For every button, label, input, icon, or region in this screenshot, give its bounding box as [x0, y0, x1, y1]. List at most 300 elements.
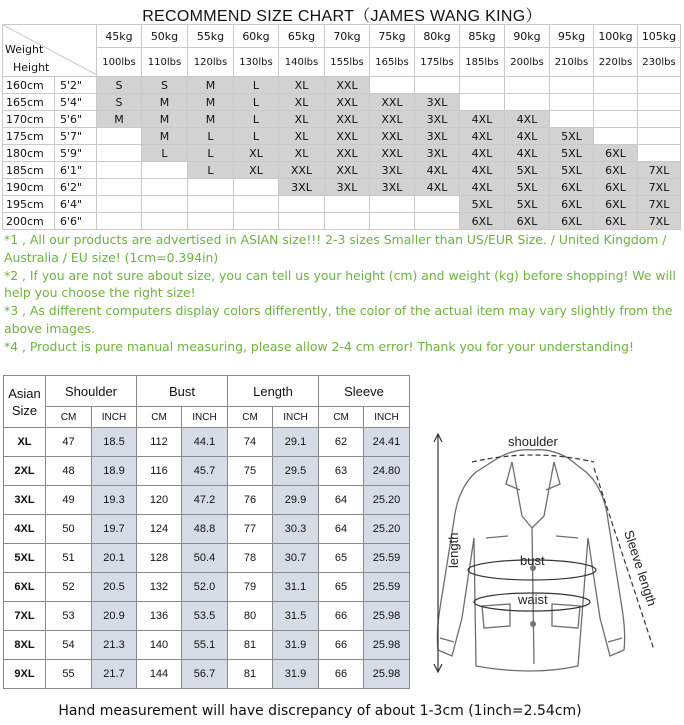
- note-2: *2 , If you are not sure about size, you can tell us your height (cm) and weight (kg) before shopping! We will help you choose the right size!: [4, 267, 676, 301]
- weight-lbs-header: 230lbs: [638, 48, 681, 77]
- inch-value-cell: 52.0: [182, 573, 228, 602]
- size-cell: XL: [279, 77, 325, 94]
- size-cell: [142, 179, 188, 196]
- inch-value-cell: 47.2: [182, 486, 228, 515]
- inch-value-cell: 53.5: [182, 602, 228, 631]
- recommend-size-table: [2, 24, 681, 230]
- size-cell: M: [142, 94, 188, 111]
- length-label: length: [446, 532, 461, 568]
- inch-value-cell: 29.9: [273, 486, 319, 515]
- cm-value-cell: 124: [137, 515, 182, 544]
- height-ft-cell: 5'7": [55, 128, 97, 145]
- inch-value-cell: 29.1: [273, 428, 319, 457]
- height-ft-cell: 6'2": [55, 179, 97, 196]
- size-cell: 7XL: [638, 162, 681, 179]
- size-cell: [638, 94, 681, 111]
- size-cell: 3XL: [370, 179, 415, 196]
- inch-value-cell: 18.9: [92, 457, 137, 486]
- inch-header: INCH: [364, 407, 410, 428]
- cm-header: CM: [228, 407, 273, 428]
- table-row: [4, 486, 410, 515]
- size-name-cell: 3XL: [4, 486, 46, 515]
- inch-value-cell: 20.9: [92, 602, 137, 631]
- measurement-group-header: Length: [228, 376, 319, 407]
- cm-value-cell: 65: [319, 544, 364, 573]
- size-cell: XXL: [325, 162, 370, 179]
- size-cell: 4XL: [460, 179, 505, 196]
- inch-value-cell: 21.3: [92, 631, 137, 660]
- size-cell: XXL: [325, 111, 370, 128]
- size-cell: 5XL: [550, 128, 594, 145]
- cm-value-cell: 132: [137, 573, 182, 602]
- size-cell: 3XL: [279, 179, 325, 196]
- size-cell: XXL: [325, 77, 370, 94]
- size-cell: [188, 179, 234, 196]
- size-cell: 5XL: [550, 145, 594, 162]
- height-cm-cell: 200cm: [3, 213, 55, 230]
- height-ft-cell: 5'4": [55, 94, 97, 111]
- cm-value-cell: 75: [228, 457, 273, 486]
- inch-value-cell: 31.9: [273, 660, 319, 689]
- size-cell: 4XL: [505, 111, 550, 128]
- collar-outline: [498, 450, 568, 458]
- inch-value-cell: 25.98: [364, 660, 410, 689]
- table-row: [3, 213, 681, 230]
- size-cell: [97, 196, 142, 213]
- size-cell: [460, 94, 505, 111]
- weight-lbs-row: [3, 48, 681, 77]
- note-3: *3 , As different computers display colors differently, the color of the actual item may vary slightly from the above images.: [4, 303, 673, 336]
- footer-note: Hand measurement will have discrepancy of about 1-3cm (1inch=2.54cm): [58, 703, 582, 719]
- weight-lbs-header: 120lbs: [188, 48, 234, 77]
- size-cell: 7XL: [638, 179, 681, 196]
- weight-kg-header: 75kg: [370, 25, 415, 48]
- size-cell: [142, 213, 188, 230]
- cm-value-cell: 63: [319, 457, 364, 486]
- size-name-cell: 7XL: [4, 602, 46, 631]
- size-cell: XL: [279, 111, 325, 128]
- height-cm-cell: 185cm: [3, 162, 55, 179]
- size-cell: L: [188, 128, 234, 145]
- size-cell: [460, 77, 505, 94]
- size-cell: 6XL: [460, 213, 505, 230]
- inch-value-cell: 31.9: [273, 631, 319, 660]
- height-cm-cell: 160cm: [3, 77, 55, 94]
- size-cell: M: [188, 77, 234, 94]
- size-cell: M: [142, 111, 188, 128]
- cm-value-cell: 52: [46, 573, 92, 602]
- cm-value-cell: 64: [319, 515, 364, 544]
- weight-lbs-header: 165lbs: [370, 48, 415, 77]
- size-cell: [279, 213, 325, 230]
- height-cm-cell: 170cm: [3, 111, 55, 128]
- size-cell: M: [142, 128, 188, 145]
- sleeve-label: Sleeve length: [621, 528, 660, 608]
- inch-value-cell: 45.7: [182, 457, 228, 486]
- weight-lbs-header: 200lbs: [505, 48, 550, 77]
- size-cell: 7XL: [638, 213, 681, 230]
- table-row: [4, 660, 410, 689]
- size-cell: 5XL: [505, 162, 550, 179]
- cm-value-cell: 77: [228, 515, 273, 544]
- size-cell: XXL: [325, 145, 370, 162]
- cm-value-cell: 53: [46, 602, 92, 631]
- waist-label: waist: [518, 592, 548, 607]
- size-cell: [594, 77, 638, 94]
- inch-value-cell: 31.5: [273, 602, 319, 631]
- inch-value-cell: 20.5: [92, 573, 137, 602]
- size-cell: [370, 77, 415, 94]
- size-cell: [234, 196, 279, 213]
- cm-header: CM: [46, 407, 92, 428]
- weight-kg-header: 80kg: [415, 25, 460, 48]
- inch-header: INCH: [92, 407, 137, 428]
- height-ft-cell: 5'9": [55, 145, 97, 162]
- weight-kg-header: 85kg: [460, 25, 505, 48]
- cm-value-cell: 64: [319, 486, 364, 515]
- cm-value-cell: 81: [228, 631, 273, 660]
- size-cell: [505, 77, 550, 94]
- bust-label: bust: [520, 553, 545, 568]
- cm-value-cell: 54: [46, 631, 92, 660]
- size-cell: M: [188, 94, 234, 111]
- size-cell: 6XL: [594, 145, 638, 162]
- weight-kg-header: 105kg: [638, 25, 681, 48]
- size-cell: S: [142, 77, 188, 94]
- size-cell: 6XL: [550, 179, 594, 196]
- size-cell: XXL: [325, 94, 370, 111]
- size-cell: 6XL: [594, 162, 638, 179]
- cm-value-cell: 65: [319, 573, 364, 602]
- inch-value-cell: 55.1: [182, 631, 228, 660]
- height-ft-cell: 5'6": [55, 111, 97, 128]
- size-cell: XXL: [370, 145, 415, 162]
- size-cell: 3XL: [370, 162, 415, 179]
- inch-header: INCH: [182, 407, 228, 428]
- size-cell: 4XL: [460, 162, 505, 179]
- size-cell: [97, 145, 142, 162]
- size-cell: [97, 179, 142, 196]
- cm-value-cell: 144: [137, 660, 182, 689]
- size-cell: [142, 162, 188, 179]
- inch-value-cell: 56.7: [182, 660, 228, 689]
- table-row: [4, 515, 410, 544]
- size-cell: [638, 145, 681, 162]
- size-cell: L: [234, 94, 279, 111]
- size-cell: 4XL: [505, 145, 550, 162]
- size-cell: XXL: [325, 128, 370, 145]
- cm-value-cell: 120: [137, 486, 182, 515]
- size-cell: L: [234, 77, 279, 94]
- weight-label: Weight: [5, 43, 44, 56]
- weight-lbs-header: 110lbs: [142, 48, 188, 77]
- size-cell: L: [234, 111, 279, 128]
- size-cell: [550, 94, 594, 111]
- size-cell: [594, 94, 638, 111]
- cm-value-cell: 66: [319, 631, 364, 660]
- cm-value-cell: 78: [228, 544, 273, 573]
- inch-value-cell: 30.3: [273, 515, 319, 544]
- table-row: [3, 145, 681, 162]
- inch-header: INCH: [273, 407, 319, 428]
- inch-value-cell: 48.8: [182, 515, 228, 544]
- weight-kg-header: 100kg: [594, 25, 638, 48]
- cm-value-cell: 128: [137, 544, 182, 573]
- size-cell: 6XL: [550, 213, 594, 230]
- size-cell: XXL: [370, 111, 415, 128]
- size-cell: [279, 196, 325, 213]
- size-cell: M: [188, 111, 234, 128]
- cm-value-cell: 49: [46, 486, 92, 515]
- size-name-cell: 6XL: [4, 573, 46, 602]
- weight-kg-header: 65kg: [279, 25, 325, 48]
- inch-value-cell: 30.7: [273, 544, 319, 573]
- size-cell: [505, 94, 550, 111]
- height-ft-cell: 6'6": [55, 213, 97, 230]
- inch-value-cell: 24.41: [364, 428, 410, 457]
- size-cell: XXL: [370, 128, 415, 145]
- cm-value-cell: 116: [137, 457, 182, 486]
- size-name-cell: 8XL: [4, 631, 46, 660]
- weight-lbs-header: 140lbs: [279, 48, 325, 77]
- size-cell: XXL: [279, 162, 325, 179]
- inch-value-cell: 18.5: [92, 428, 137, 457]
- cm-value-cell: 80: [228, 602, 273, 631]
- table-row: [3, 162, 681, 179]
- weight-lbs-header: 210lbs: [550, 48, 594, 77]
- inch-value-cell: 25.98: [364, 631, 410, 660]
- size-cell: XL: [279, 94, 325, 111]
- size-label: Size: [11, 402, 38, 418]
- note-1: *1 , All our products are advertised in ASIAN size!!! 2-3 sizes Smaller than US/EUR Size. / United Kingdom / Australia / EU size! (1cm=0.394in): [4, 232, 667, 265]
- size-cell: XL: [234, 162, 279, 179]
- size-cell: [97, 213, 142, 230]
- size-cell: 5XL: [505, 196, 550, 213]
- size-cell: XL: [279, 128, 325, 145]
- size-cell: [234, 213, 279, 230]
- size-cell: 4XL: [460, 128, 505, 145]
- size-cell: XL: [234, 145, 279, 162]
- inch-value-cell: 25.98: [364, 602, 410, 631]
- measurement-table: [3, 375, 410, 689]
- inch-value-cell: 50.4: [182, 544, 228, 573]
- weight-kg-header: 55kg: [188, 25, 234, 48]
- size-cell: 5XL: [505, 179, 550, 196]
- table-row: [4, 428, 410, 457]
- size-cell: 3XL: [415, 145, 460, 162]
- measurement-group-header: Bust: [137, 376, 228, 407]
- size-cell: 6XL: [505, 213, 550, 230]
- shoulder-label: shoulder: [508, 434, 558, 449]
- asian-label: Asian: [8, 385, 41, 401]
- shoulder-guide: [472, 455, 594, 462]
- size-name-cell: 5XL: [4, 544, 46, 573]
- size-cell: 4XL: [415, 179, 460, 196]
- table-row: [3, 77, 681, 94]
- height-cm-cell: 175cm: [3, 128, 55, 145]
- size-cell: [188, 196, 234, 213]
- size-name-cell: 2XL: [4, 457, 46, 486]
- size-cell: 6XL: [594, 213, 638, 230]
- table-row: [4, 602, 410, 631]
- inch-value-cell: 24.80: [364, 457, 410, 486]
- size-cell: [97, 162, 142, 179]
- inch-value-cell: 29.5: [273, 457, 319, 486]
- weight-lbs-header: 220lbs: [594, 48, 638, 77]
- size-cell: [325, 213, 370, 230]
- size-cell: S: [97, 94, 142, 111]
- size-cell: 7XL: [638, 196, 681, 213]
- cm-value-cell: 47: [46, 428, 92, 457]
- weight-lbs-header: 185lbs: [460, 48, 505, 77]
- size-cell: M: [97, 111, 142, 128]
- cm-header: CM: [137, 407, 182, 428]
- height-ft-cell: 6'1": [55, 162, 97, 179]
- size-cell: [325, 196, 370, 213]
- table-row: [3, 111, 681, 128]
- table-row: [4, 544, 410, 573]
- height-cm-cell: 180cm: [3, 145, 55, 162]
- size-cell: [415, 196, 460, 213]
- size-cell: L: [188, 145, 234, 162]
- inch-value-cell: 25.20: [364, 486, 410, 515]
- size-cell: [638, 111, 681, 128]
- weight-kg-header: 45kg: [97, 25, 142, 48]
- size-cell: L: [188, 162, 234, 179]
- size-cell: XXL: [370, 94, 415, 111]
- cm-value-cell: 50: [46, 515, 92, 544]
- size-cell: [188, 213, 234, 230]
- cm-value-cell: 140: [137, 631, 182, 660]
- note-4: *4 , Product is pure manual measuring, please allow 2-4 cm error! Thank you for your understanding!: [4, 338, 634, 354]
- measurement-group-header: Sleeve: [319, 376, 410, 407]
- size-cell: 6XL: [594, 179, 638, 196]
- height-cm-cell: 190cm: [3, 179, 55, 196]
- size-name-cell: 4XL: [4, 515, 46, 544]
- size-cell: 4XL: [415, 162, 460, 179]
- weight-lbs-header: 100lbs: [97, 48, 142, 77]
- table-row: [4, 631, 410, 660]
- table-row: [3, 94, 681, 111]
- asian-size-header: [4, 376, 46, 428]
- size-cell: [370, 196, 415, 213]
- weight-lbs-header: 130lbs: [234, 48, 279, 77]
- size-cell: 3XL: [415, 94, 460, 111]
- size-cell: 3XL: [415, 111, 460, 128]
- size-cell: [594, 128, 638, 145]
- inch-value-cell: 25.20: [364, 515, 410, 544]
- height-cm-cell: 195cm: [3, 196, 55, 213]
- size-cell: 3XL: [325, 179, 370, 196]
- inch-value-cell: 25.59: [364, 544, 410, 573]
- weight-kg-row: [3, 25, 681, 48]
- size-cell: [142, 196, 188, 213]
- inch-value-cell: 31.1: [273, 573, 319, 602]
- cm-value-cell: 48: [46, 457, 92, 486]
- measurement-group-header: Shoulder: [46, 376, 137, 407]
- cm-value-cell: 55: [46, 660, 92, 689]
- weight-kg-header: 60kg: [234, 25, 279, 48]
- size-cell: [97, 128, 142, 145]
- size-name-cell: 9XL: [4, 660, 46, 689]
- inch-value-cell: 21.7: [92, 660, 137, 689]
- size-cell: [415, 77, 460, 94]
- height-ft-cell: 6'4": [55, 196, 97, 213]
- cm-value-cell: 136: [137, 602, 182, 631]
- inch-value-cell: 19.3: [92, 486, 137, 515]
- size-cell: [638, 77, 681, 94]
- size-cell: 5XL: [550, 162, 594, 179]
- cm-value-cell: 81: [228, 660, 273, 689]
- unit-header-row: [4, 407, 410, 428]
- weight-kg-header: 50kg: [142, 25, 188, 48]
- inch-value-cell: 19.7: [92, 515, 137, 544]
- weight-lbs-header: 155lbs: [325, 48, 370, 77]
- size-cell: 4XL: [460, 145, 505, 162]
- jacket-diagram: [428, 428, 682, 680]
- notes: [4, 231, 682, 356]
- inch-value-cell: 20.1: [92, 544, 137, 573]
- size-cell: [638, 128, 681, 145]
- size-cell: [415, 213, 460, 230]
- size-cell: 6XL: [594, 196, 638, 213]
- measurement-header-row: [4, 376, 410, 407]
- cm-header: CM: [319, 407, 364, 428]
- cm-value-cell: 74: [228, 428, 273, 457]
- size-name-cell: XL: [4, 428, 46, 457]
- cm-value-cell: 79: [228, 573, 273, 602]
- cm-value-cell: 66: [319, 660, 364, 689]
- size-cell: [550, 77, 594, 94]
- height-ft-cell: 5'2": [55, 77, 97, 94]
- button-icon: [530, 621, 536, 627]
- size-cell: XL: [279, 145, 325, 162]
- chart-title: RECOMMEND SIZE CHART（JAMES WANG KING）: [142, 8, 542, 25]
- weight-kg-header: 90kg: [505, 25, 550, 48]
- size-cell: S: [97, 77, 142, 94]
- weight-kg-header: 95kg: [550, 25, 594, 48]
- table-corner: [3, 25, 97, 77]
- size-cell: 4XL: [460, 111, 505, 128]
- lapel-outline: [512, 462, 554, 528]
- size-cell: [234, 179, 279, 196]
- inch-value-cell: 44.1: [182, 428, 228, 457]
- height-label: Height: [13, 61, 50, 74]
- cm-value-cell: 76: [228, 486, 273, 515]
- cm-value-cell: 66: [319, 602, 364, 631]
- cm-value-cell: 112: [137, 428, 182, 457]
- size-cell: [594, 111, 638, 128]
- weight-kg-header: 70kg: [325, 25, 370, 48]
- size-cell: [550, 111, 594, 128]
- table-row: [4, 573, 410, 602]
- size-cell: L: [142, 145, 188, 162]
- size-cell: 5XL: [460, 196, 505, 213]
- table-row: [4, 457, 410, 486]
- table-row: [3, 179, 681, 196]
- cm-value-cell: 51: [46, 544, 92, 573]
- size-cell: 6XL: [550, 196, 594, 213]
- table-row: [3, 196, 681, 213]
- size-cell: L: [234, 128, 279, 145]
- weight-lbs-header: 175lbs: [415, 48, 460, 77]
- cm-value-cell: 62: [319, 428, 364, 457]
- size-cell: 3XL: [415, 128, 460, 145]
- height-cm-cell: 165cm: [3, 94, 55, 111]
- inch-value-cell: 25.59: [364, 573, 410, 602]
- size-cell: 4XL: [505, 128, 550, 145]
- size-cell: [370, 213, 415, 230]
